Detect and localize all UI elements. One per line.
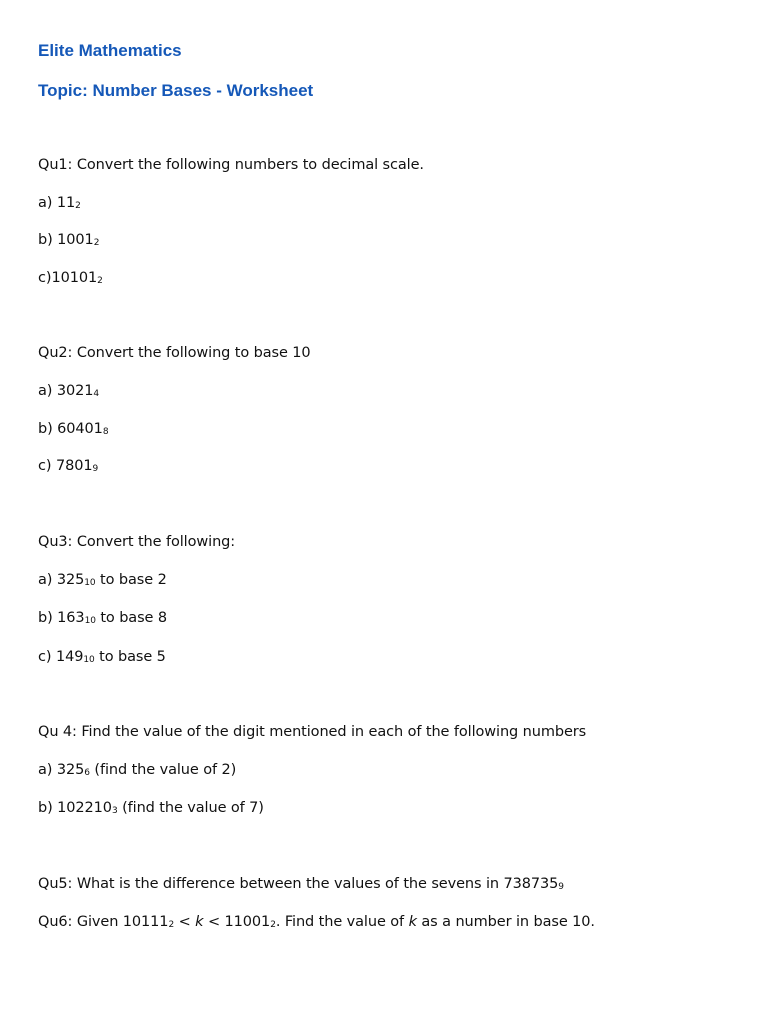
question-1-prompt: Qu1: Convert the following numbers to decimal scale. (38, 157, 424, 173)
question-1-part-a: a) $11_2$ (38, 195, 81, 211)
question-2-part-a: a) $3021_4$ (38, 383, 100, 399)
question-3-part-a: a) $325_{10}$ to base 2 (38, 572, 167, 588)
question-4-part-a: a) $325_6$ (find the value of 2) (38, 762, 237, 778)
question-6-prompt: Qu6: Given $10111_2 < k < 11001_2$. Find the value of k as a number in base 10. (38, 914, 595, 930)
document-title: Elite Mathematics (38, 41, 182, 60)
question-4-part-b: b) $102210_3$ (find the value of 7) (38, 800, 264, 816)
worksheet-topic: Topic: Number Bases - Worksheet (38, 81, 314, 100)
question-3-part-b: b) $163_{10}$ to base 8 (38, 610, 168, 626)
variable-k: k (408, 914, 417, 930)
question-3-part-c: c) $149_{10}$ to base 5 (38, 649, 166, 665)
question-2-prompt: Qu2: Convert the following to base 10 (38, 345, 311, 361)
variable-k: k (195, 914, 204, 930)
question-2-part-c: c) $7801_9$ (38, 458, 99, 474)
question-3-prompt: Qu3: Convert the following: (38, 534, 236, 550)
question-1-part-c: $c)10101_2$ (38, 270, 103, 286)
question-2-part-b: b) $60401_8$ (38, 421, 109, 437)
question-4-prompt: Qu 4: Find the value of the digit mentioned in each of the following numbers (38, 724, 587, 740)
question-5-prompt: Qu5: What is the difference between the values of the sevens in $738735_9$ (38, 876, 564, 892)
question-1-part-b: b) $1001_2$ (38, 232, 100, 248)
